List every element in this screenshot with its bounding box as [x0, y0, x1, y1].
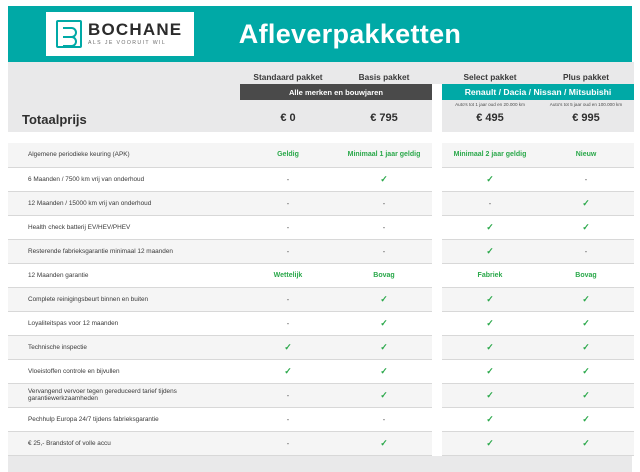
- check-icon: ✓: [582, 341, 590, 352]
- feature-value: [240, 383, 336, 407]
- value-text: Fabriek: [477, 271, 503, 279]
- dash-icon: -: [382, 198, 386, 208]
- feature-value: [240, 311, 336, 335]
- logo: [46, 12, 194, 56]
- feature-value: [240, 167, 336, 191]
- price-standaard: € 0: [240, 107, 336, 132]
- feature-label: € 25,- Brandstof of volle accu: [8, 431, 240, 455]
- value-text: Wettelijk: [273, 271, 303, 279]
- table-row: [8, 263, 634, 287]
- dash-icon: -: [584, 174, 588, 184]
- check-icon: ✓: [486, 221, 494, 232]
- feature-value: [538, 335, 634, 359]
- column-gap: [432, 287, 442, 311]
- feature-value: [442, 143, 538, 167]
- column-gap: [432, 311, 442, 335]
- check-icon: ✓: [380, 317, 388, 328]
- feature-value: [336, 359, 432, 383]
- dash-icon: -: [286, 198, 290, 208]
- dash-icon: -: [286, 414, 290, 424]
- check-icon: ✓: [486, 293, 494, 304]
- package-header-select: Select pakket: [442, 62, 538, 84]
- check-icon: ✓: [486, 389, 494, 400]
- group-bar-alle-merken: Alle merken en bouwjaren: [240, 84, 432, 100]
- feature-value: [538, 191, 634, 215]
- page-title: Afleverpakketten: [238, 18, 462, 49]
- logo-name: BOCHANE: [88, 20, 183, 40]
- check-icon: ✓: [380, 341, 388, 352]
- feature-value: [538, 407, 634, 431]
- feature-value: [336, 335, 432, 359]
- table-top-band: [8, 62, 634, 84]
- value-text: Minimaal 1 jaar geldig: [347, 151, 421, 159]
- feature-label: Technische inspectie: [8, 335, 240, 359]
- logo-tagline: ALS JE VOORUIT WIL: [88, 40, 167, 47]
- note-plus: Auto's tot 5 jaar oud en 100.000 km: [538, 100, 634, 107]
- column-gap: [432, 407, 442, 431]
- group-bar-row: [8, 84, 634, 100]
- feature-value: [336, 431, 432, 455]
- table-row: [8, 407, 634, 431]
- table-row: [8, 431, 634, 455]
- feature-label: Algemene periodieke keuring (APK): [8, 143, 240, 167]
- feature-value: [336, 143, 432, 167]
- feature-value: [336, 215, 432, 239]
- feature-value: [240, 239, 336, 263]
- feature-label: Vervangend vervoer tegen gereduceerd tarief tijdens garantiewerkzaamheden: [8, 383, 240, 407]
- check-icon: ✓: [380, 389, 388, 400]
- feature-label: Resterende fabrieksgarantie minimaal 12 maanden: [8, 239, 240, 263]
- package-header-standaard: Standaard pakket: [240, 62, 336, 84]
- feature-label: Loyaliteitspas voor 12 maanden: [8, 311, 240, 335]
- column-gap: [432, 143, 442, 167]
- column-gap: [432, 335, 442, 359]
- package-header-basis: Basis pakket: [336, 62, 432, 84]
- dash-icon: -: [382, 414, 386, 424]
- check-icon: ✓: [582, 221, 590, 232]
- check-icon: ✓: [486, 437, 494, 448]
- feature-value: [442, 431, 538, 455]
- table-row: [8, 239, 634, 263]
- spacer-cell: [442, 132, 538, 143]
- feature-value: [538, 359, 634, 383]
- packages-table: [8, 62, 634, 456]
- feature-label: Pechhulp Europa 24/7 tijdens fabrieksgarantie: [8, 407, 240, 431]
- check-icon: ✓: [284, 341, 292, 352]
- feature-value: [538, 263, 634, 287]
- feature-value: [442, 311, 538, 335]
- check-icon: ✓: [582, 413, 590, 424]
- dash-icon: -: [286, 222, 290, 232]
- feature-value: [336, 311, 432, 335]
- totaalprijs-label: Totaalprijs: [8, 107, 240, 132]
- feature-value: [336, 407, 432, 431]
- check-icon: ✓: [380, 293, 388, 304]
- feature-label: Vloeistoffen controle en bijvullen: [8, 359, 240, 383]
- column-gap: [432, 359, 442, 383]
- feature-value: [442, 335, 538, 359]
- table-row: [8, 311, 634, 335]
- feature-value: [336, 383, 432, 407]
- feature-label: 12 Maanden / 15000 km vrij van onderhoud: [8, 191, 240, 215]
- feature-value: [336, 263, 432, 287]
- note-select: Auto's tot 1 jaar oud en 20.000 km: [442, 100, 538, 107]
- feature-value: [240, 287, 336, 311]
- dash-icon: -: [286, 246, 290, 256]
- feature-value: [240, 407, 336, 431]
- group-bar-gap: [432, 84, 442, 100]
- feature-value: [442, 287, 538, 311]
- table-row: [8, 215, 634, 239]
- spacer-cell: [240, 132, 336, 143]
- feature-value: [336, 287, 432, 311]
- check-icon: ✓: [486, 413, 494, 424]
- check-icon: ✓: [486, 245, 494, 256]
- table-row: [8, 191, 634, 215]
- group-note-row: [8, 100, 634, 107]
- value-text: Bovag: [575, 271, 597, 279]
- feature-value: [336, 239, 432, 263]
- feature-value: [538, 215, 634, 239]
- feature-value: [240, 263, 336, 287]
- check-icon: ✓: [582, 389, 590, 400]
- footer-strip: [8, 456, 632, 472]
- value-text: Nieuw: [575, 151, 597, 159]
- feature-value: [240, 191, 336, 215]
- feature-value: [240, 335, 336, 359]
- check-icon: ✓: [582, 437, 590, 448]
- bochane-logo-icon: [56, 20, 82, 48]
- feature-label: 12 Maanden garantie: [8, 263, 240, 287]
- check-icon: ✓: [284, 365, 292, 376]
- page-header: [8, 6, 632, 62]
- table-row: [8, 335, 634, 359]
- note-label-cell: [8, 100, 240, 107]
- feature-value: [442, 215, 538, 239]
- feature-value: [442, 191, 538, 215]
- feature-value: [336, 167, 432, 191]
- check-icon: ✓: [486, 341, 494, 352]
- dash-icon: -: [286, 174, 290, 184]
- group-bar-label-cell: [8, 84, 240, 100]
- check-icon: ✓: [582, 365, 590, 376]
- check-icon: ✓: [582, 317, 590, 328]
- feature-value: [538, 167, 634, 191]
- price-gap: [432, 107, 442, 132]
- dash-icon: -: [286, 294, 290, 304]
- spacer-row: [8, 132, 634, 143]
- column-gap: [432, 239, 442, 263]
- table-row: [8, 383, 634, 407]
- totaalprijs-row: [8, 107, 634, 132]
- note-basis: [336, 100, 432, 107]
- dash-icon: -: [584, 246, 588, 256]
- column-gap: [432, 167, 442, 191]
- feature-value: [442, 167, 538, 191]
- price-plus: € 995: [538, 107, 634, 132]
- feature-value: [240, 431, 336, 455]
- value-text: Bovag: [373, 271, 395, 279]
- dash-icon: -: [286, 390, 290, 400]
- column-gap: [432, 383, 442, 407]
- table-row: [8, 167, 634, 191]
- feature-value: [538, 431, 634, 455]
- value-text: Geldig: [277, 151, 299, 159]
- feature-value: [442, 359, 538, 383]
- feature-value: [336, 191, 432, 215]
- group-bar-renault: Renault / Dacia / Nissan / Mitsubishi: [442, 84, 634, 100]
- table-row: [8, 143, 634, 167]
- feature-value: [538, 287, 634, 311]
- feature-value: [442, 263, 538, 287]
- check-icon: ✓: [486, 317, 494, 328]
- column-gap: [432, 263, 442, 287]
- note-gap: [432, 100, 442, 107]
- table-row: [8, 359, 634, 383]
- feature-value: [442, 239, 538, 263]
- dash-icon: -: [488, 198, 492, 208]
- band-gap: [432, 62, 442, 84]
- price-basis: € 795: [336, 107, 432, 132]
- column-gap: [432, 431, 442, 455]
- check-icon: ✓: [380, 437, 388, 448]
- price-select: € 495: [442, 107, 538, 132]
- check-icon: ✓: [380, 365, 388, 376]
- column-gap: [432, 191, 442, 215]
- feature-label: Health check batterij EV/HEV/PHEV: [8, 215, 240, 239]
- check-icon: ✓: [380, 173, 388, 184]
- package-header-plus: Plus pakket: [538, 62, 634, 84]
- feature-label: Complete reinigingsbeurt binnen en buiten: [8, 287, 240, 311]
- spacer-cell: [538, 132, 634, 143]
- feature-rows: [8, 143, 634, 455]
- check-icon: ✓: [582, 293, 590, 304]
- dash-icon: -: [286, 318, 290, 328]
- spacer-cell: [336, 132, 432, 143]
- feature-value: [538, 143, 634, 167]
- feature-value: [538, 311, 634, 335]
- feature-value: [442, 407, 538, 431]
- dash-icon: -: [286, 438, 290, 448]
- check-icon: ✓: [582, 197, 590, 208]
- feature-label: 6 Maanden / 7500 km vrij van onderhoud: [8, 167, 240, 191]
- feature-value: [538, 239, 634, 263]
- feature-value: [538, 383, 634, 407]
- check-icon: ✓: [486, 365, 494, 376]
- note-standaard: [240, 100, 336, 107]
- value-text: Minimaal 2 jaar geldig: [453, 151, 527, 159]
- check-icon: ✓: [486, 173, 494, 184]
- table-row: [8, 287, 634, 311]
- feature-value: [240, 143, 336, 167]
- spacer-cell: [8, 132, 240, 143]
- spacer-cell: [432, 132, 442, 143]
- band-label-cell: [8, 62, 240, 84]
- feature-value: [240, 215, 336, 239]
- dash-icon: -: [382, 246, 386, 256]
- feature-value: [442, 383, 538, 407]
- feature-value: [240, 359, 336, 383]
- dash-icon: -: [382, 222, 386, 232]
- logo-text: [88, 21, 182, 46]
- column-gap: [432, 215, 442, 239]
